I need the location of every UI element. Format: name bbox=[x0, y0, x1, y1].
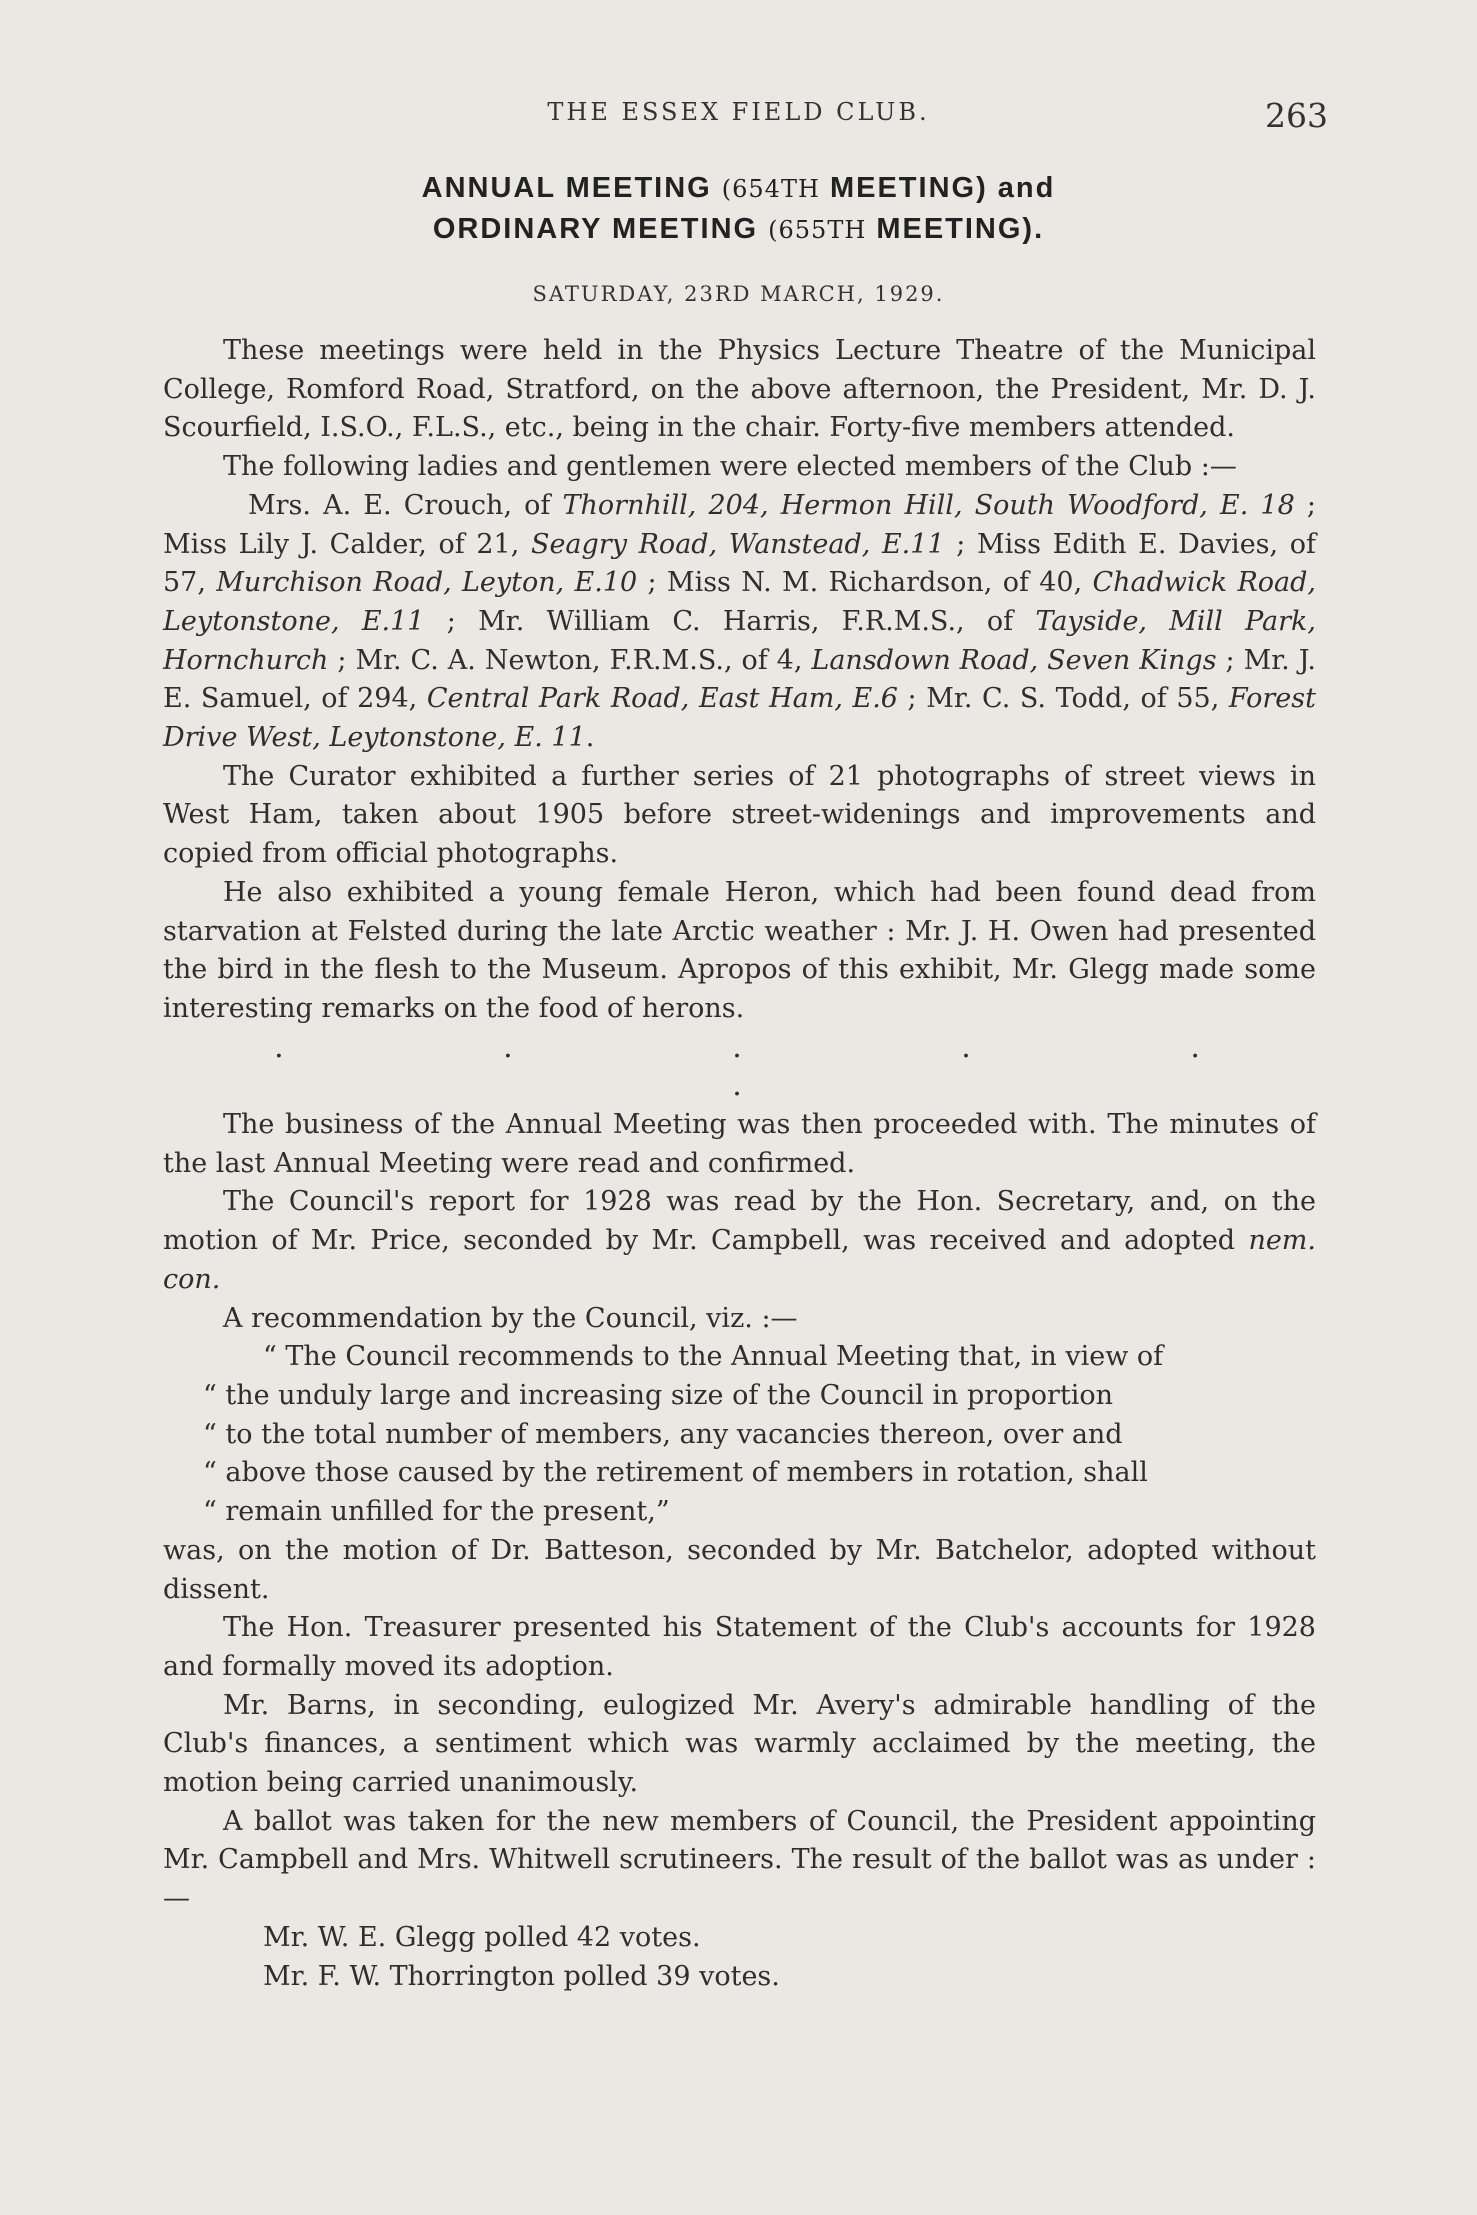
paragraph-venue: These meetings were held in the Physics Lecture Theatre of the Municipal College, Romford Road, Stratford, on the above afternoon, the President, Mr. D. J. Scourfield, I.S.O., F.L.S., etc., being in the chair. Forty-five members attended. bbox=[163, 335, 1316, 444]
member-address: Murchison Road, Leyton, E.10 bbox=[216, 567, 638, 599]
meeting-title bbox=[0, 168, 1477, 250]
paragraph-curator-photographs: The Curator exhibited a further series of 21 photographs of street views in West Ham, taken about 1905 before street-widenings and improvements and copied from official photographs. bbox=[163, 760, 1316, 870]
quote-line: “ to the total number of members, any vacancies thereon, over and bbox=[203, 1418, 1123, 1450]
member-name: Mr. William C. Harris, F.R.M.S., of bbox=[478, 605, 1036, 637]
member-name: Miss Edith E. Davies, of 57, bbox=[163, 528, 1316, 599]
vote-result: Mr. W. E. Glegg polled 42 votes. bbox=[263, 1921, 701, 1953]
title-meeting-number-2: (655TH bbox=[768, 216, 867, 244]
paragraph-seconding: Mr. Barns, in seconding, eulogized Mr. Avery's admirable handling of the Club's finances, a sentiment which was warmly acclaimed by the meeting, the motion being carried unanimously. bbox=[163, 1689, 1316, 1799]
paragraph-members-list bbox=[163, 487, 1316, 758]
separator: ; bbox=[1294, 489, 1316, 521]
member-address: Central Park Road, East Ham, E.6 bbox=[426, 683, 898, 715]
member-address: Tayside, Mill Park, Hornchurch bbox=[163, 605, 1316, 676]
member-address: Seagry Road, Wanstead, E.11 bbox=[530, 528, 945, 560]
member-address: Lansdown Road, Seven Kings bbox=[811, 644, 1217, 676]
separator: ; bbox=[944, 528, 977, 560]
title-line-1 bbox=[0, 168, 1477, 209]
paragraph-elected-intro: The following ladies and gentlemen were elected members of the Club :— bbox=[223, 451, 1237, 483]
member-address: Thornhill, 204, Hermon Hill, South Woodford, E. 18 bbox=[562, 489, 1295, 521]
member-name: Mrs. A. E. Crouch, of bbox=[248, 489, 563, 521]
council-report-text: The Council's report for 1928 was read by the Hon. Secretary, and, on the motion of Mr. Price, seconded by Mr. Campbell, was received and adopted bbox=[163, 1186, 1316, 1257]
nem-con: nem. con. bbox=[163, 1225, 1316, 1295]
paragraph-heron-exhibit: He also exhibited a young female Heron, which had been found dead from starvation at Felsted during the late Arctic weather : Mr. J. H. Owen had presented the bird in the flesh to the Museum. Apropos of this exhibit, Mr. Glegg made some interesting remarks on the food of herons. bbox=[163, 876, 1316, 1024]
meeting-date: SATURDAY, 23RD MARCH, 1929. bbox=[532, 282, 945, 306]
section-dots: . . . . . . bbox=[274, 1029, 1305, 1104]
title-meeting-end: MEETING). bbox=[876, 213, 1045, 245]
quote-line: “ the unduly large and increasing size of the Council in proportion bbox=[203, 1379, 1114, 1411]
separator: . bbox=[585, 722, 595, 754]
title-line-2 bbox=[0, 209, 1477, 250]
quote-line: “ above those caused by the retirement of members in rotation, shall bbox=[203, 1457, 1148, 1489]
member-name: Miss N. M. Richardson, of 40, bbox=[666, 567, 1093, 599]
member-name: Miss Lily J. Calder, of 21, bbox=[163, 528, 531, 560]
member-name: Mr. C. S. Todd, of 55, bbox=[926, 683, 1229, 715]
member-name: Mr. J. E. Samuel, of 294, bbox=[163, 644, 1317, 715]
paragraph-ballot: A ballot was taken for the new members of Council, the President appointing Mr. Campbell and Mrs. Whitwell scrutineers. The result of the ballot was as under :— bbox=[163, 1805, 1316, 1915]
title-annual-meeting: ANNUAL MEETING bbox=[421, 172, 712, 204]
separator: ; bbox=[424, 605, 479, 637]
quote-line: “ remain unfilled for the present,” bbox=[203, 1496, 670, 1528]
separator: ; bbox=[328, 644, 356, 676]
title-meeting-and: MEETING) and bbox=[829, 172, 1056, 204]
paragraph-annual-business: The business of the Annual Meeting was then proceeded with. The minutes of the last Annual Meeting were read and confirmed. bbox=[163, 1109, 1316, 1179]
separator: ; bbox=[637, 567, 667, 599]
page-number: 263 bbox=[1265, 96, 1328, 135]
title-ordinary-meeting: ORDINARY MEETING bbox=[432, 213, 759, 245]
separator: ; bbox=[1216, 644, 1244, 676]
council-recommendation-quote bbox=[163, 1338, 1316, 1532]
separator: ; bbox=[897, 683, 927, 715]
running-header: THE ESSEX FIELD CLUB. bbox=[547, 98, 930, 126]
paragraph-treasurer: The Hon. Treasurer presented his Statement of the Club's accounts for 1928 and formally moved its adoption. bbox=[163, 1612, 1316, 1682]
title-meeting-number: (654TH bbox=[721, 175, 820, 203]
member-name: Mr. C. A. Newton, F.R.M.S., of 4, bbox=[355, 644, 812, 676]
paragraph-council-report bbox=[163, 1183, 1316, 1299]
document-body bbox=[163, 332, 1316, 1996]
paragraph-recommendation-intro: A recommendation by the Council, viz. :— bbox=[223, 1302, 798, 1334]
quote-line: “ The Council recommends to the Annual Meeting that, in view of bbox=[263, 1341, 1164, 1373]
paragraph-adopted: was, on the motion of Dr. Batteson, seconded by Mr. Batchelor, adopted without dissent. bbox=[163, 1534, 1316, 1605]
member-address: Chadwick Road, Leytonstone, E.11 bbox=[163, 567, 1317, 637]
vote-result: Mr. F. W. Thorrington polled 39 votes. bbox=[263, 1960, 780, 1992]
member-address: Forest Drive West, Leytonstone, E. 11 bbox=[163, 683, 1316, 754]
